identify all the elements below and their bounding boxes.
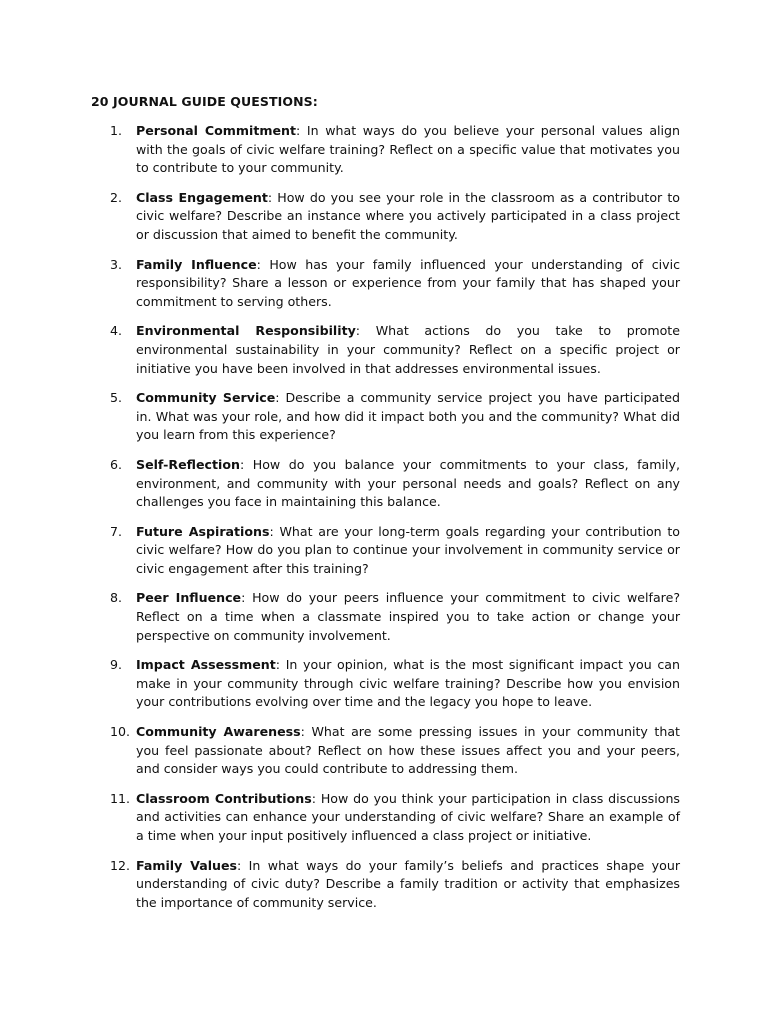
question-label: Personal Commitment xyxy=(136,123,297,138)
question-number: 1. xyxy=(110,123,123,138)
question-number: 12. xyxy=(110,857,131,873)
question-item xyxy=(110,857,680,913)
question-item xyxy=(110,656,680,712)
question-body xyxy=(136,523,680,579)
question-number: 2. xyxy=(110,189,123,205)
question-text: : What actions do you take to promote environmental sustainability in your community? Reflect on a specific project or initiative you have been involved in that addresses environmental issues. xyxy=(136,323,680,376)
question-text: : How has your family influenced your understanding of civic responsibility? Share a lesson or experience from your family that has shaped your commitment to serving others. xyxy=(136,256,680,309)
question-number: 3. xyxy=(110,256,123,272)
question-text: : Describe a community service project you have participated in. What was your role, and how did it impact both you and the community? What did you learn from this experience? xyxy=(136,390,680,443)
document-title: 20 JOURNAL GUIDE QUESTIONS: xyxy=(91,94,318,109)
question-text: : How do you see your role in the classroom as a contributor to civic welfare? Describe an instance where you actively participated in a class project or discussion that aimed to benefit the community. xyxy=(136,189,680,242)
question-label: Environmental Responsibility xyxy=(136,323,356,339)
question-number: 10. xyxy=(110,724,131,740)
question-label: Family Values xyxy=(136,857,238,873)
question-body xyxy=(136,589,680,645)
question-body xyxy=(136,456,680,512)
question-item xyxy=(110,122,680,178)
question-label: Classroom Contributions xyxy=(136,790,312,806)
question-item xyxy=(110,389,680,445)
question-body xyxy=(136,389,680,445)
question-text: : In your opinion, what is the most significant impact you can make in your community through civic welfare training? Describe how you envision your contributions evolving over time and the legacy you hope to leave. xyxy=(136,657,680,710)
question-label: Community Awareness xyxy=(136,724,301,740)
question-label: Community Service xyxy=(136,390,276,406)
question-label: Family Influence xyxy=(136,256,257,272)
question-body xyxy=(136,723,680,779)
question-item xyxy=(110,589,680,645)
question-number: 6. xyxy=(110,456,123,472)
question-body xyxy=(136,256,680,312)
question-item xyxy=(110,523,680,579)
question-number: 4. xyxy=(110,323,123,339)
question-text: : How do your peers influence your commitment to civic welfare? Reflect on a time when a classmate inspired you to take action or change your perspective on community involvement. xyxy=(136,590,681,643)
question-body xyxy=(136,322,680,378)
question-body xyxy=(136,656,680,712)
question-item xyxy=(110,456,680,512)
question-text: : What are some pressing issues in your community that you feel passionate about? Reflect on how these issues affect you and your peers, and consider ways you could contribute to addressing them. xyxy=(136,724,680,777)
question-label: Class Engagement xyxy=(136,189,268,205)
question-number: 7. xyxy=(110,523,123,539)
question-item xyxy=(110,790,680,846)
question-label: Self-Reflection xyxy=(136,456,240,472)
question-text: : In what ways do you believe your personal values align with the goals of civic welfare training? Reflect on a specific value that motivates you to contribute to your community. xyxy=(136,123,681,176)
question-text: : How do you balance your commitments to your class, family, environment, and community with your personal needs and goals? Reflect on any challenges you face in maintaining this balance. xyxy=(136,456,680,510)
question-body xyxy=(136,189,680,245)
question-label: Peer Influence xyxy=(136,590,242,606)
question-body xyxy=(136,122,680,178)
question-body xyxy=(136,857,680,913)
question-item xyxy=(110,723,680,779)
question-text: : How do you think your participation in class discussions and activities can enhance your understanding of civic welfare? Share an example of a time when your input positively influenced a class project or initiative. xyxy=(136,790,680,843)
question-number: 9. xyxy=(110,657,123,673)
question-body xyxy=(136,790,680,846)
questions-list xyxy=(110,122,680,923)
question-number: 11. xyxy=(110,790,131,806)
question-item xyxy=(110,189,680,245)
question-item xyxy=(110,256,680,312)
question-label: Future Aspirations xyxy=(136,523,270,539)
question-text: : In what ways do your family’s beliefs and practices shape your understanding of civic duty? Describe a family tradition or activity that emphasizes the importance of community service. xyxy=(136,857,681,910)
question-item xyxy=(110,322,680,378)
question-number: 8. xyxy=(110,590,123,606)
question-label: Impact Assessment xyxy=(136,657,276,673)
question-number: 5. xyxy=(110,390,123,406)
question-text: : What are your long-term goals regarding your contribution to civic welfare? How do you plan to continue your involvement in community service or civic engagement after this training? xyxy=(136,523,680,576)
